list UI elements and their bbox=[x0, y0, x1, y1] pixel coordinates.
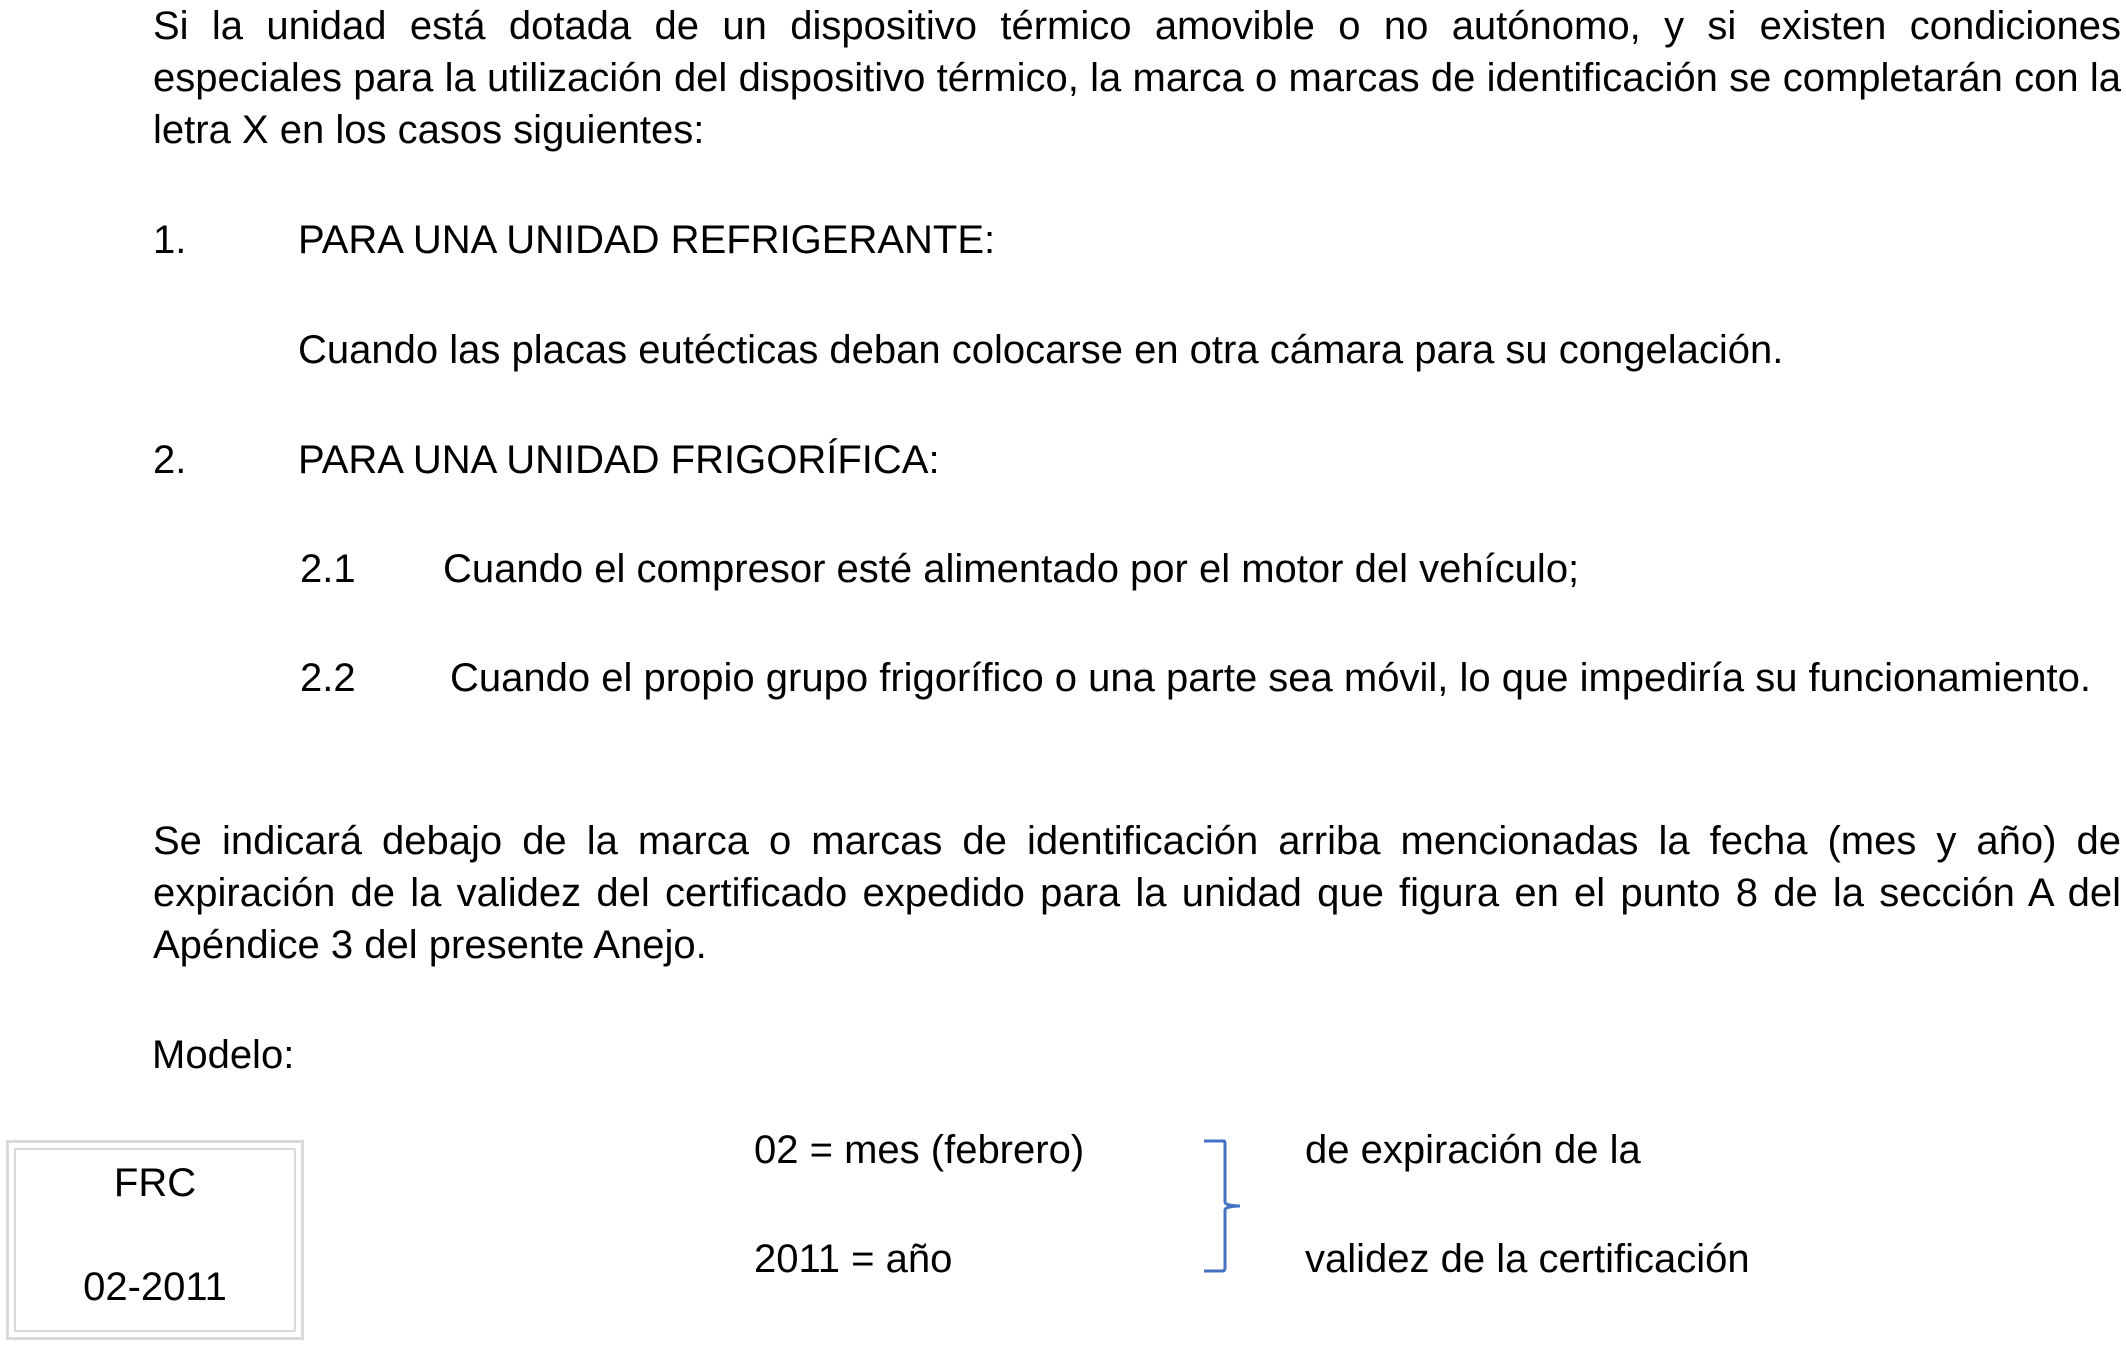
expiry-paragraph: Se indicará debajo de la marca o marcas de identificación arriba mencionadas la fecha (mes y año) de expiración de la validez del certificado expedido para la unidad que figura en el punto 8 de la sección A del Apéndice 3 del presente Anejo. bbox=[153, 819, 2121, 967]
item-1-text: Cuando las placas eutécticas deban colocarse en otra cámara para su congelación. bbox=[298, 328, 1784, 372]
identification-mark-box bbox=[6, 1140, 304, 1340]
item-2-number: 2. bbox=[153, 438, 187, 482]
intro-paragraph: Si la unidad está dotada de un dispositivo térmico amovible o no autónomo, y si existen condiciones especiales para la utilización del dispositivo térmico, la marca o marcas de identificación se completarán con la letra X en los casos siguientes: bbox=[153, 4, 2121, 152]
month-legend: 02 = mes (febrero) bbox=[754, 1128, 1085, 1172]
explanation-line-2: validez de la certificación bbox=[1305, 1237, 1750, 1281]
item-1-number: 1. bbox=[153, 218, 187, 262]
subitem-2-2-number: 2.2 bbox=[300, 656, 356, 700]
mark-code: FRC bbox=[113, 1161, 197, 1205]
subitem-2-1-number: 2.1 bbox=[300, 547, 356, 591]
subitem-2-1-text: Cuando el compresor esté alimentado por el motor del vehículo; bbox=[443, 547, 1580, 591]
item-1-heading: PARA UNA UNIDAD REFRIGERANTE: bbox=[298, 218, 996, 262]
subitem-2-2-text: Cuando el propio grupo frigorífico o una parte sea móvil, lo que impediría su funcionamiento. bbox=[450, 656, 2091, 700]
explanation-line-1: de expiración de la bbox=[1305, 1128, 1641, 1172]
right-brace-icon bbox=[1200, 1138, 1240, 1274]
year-legend: 2011 = año bbox=[754, 1237, 953, 1281]
model-label: Modelo: bbox=[152, 1033, 295, 1077]
item-2-heading: PARA UNA UNIDAD FRIGORÍFICA: bbox=[298, 438, 940, 482]
mark-expiry-date: 02-2011 bbox=[83, 1265, 227, 1309]
